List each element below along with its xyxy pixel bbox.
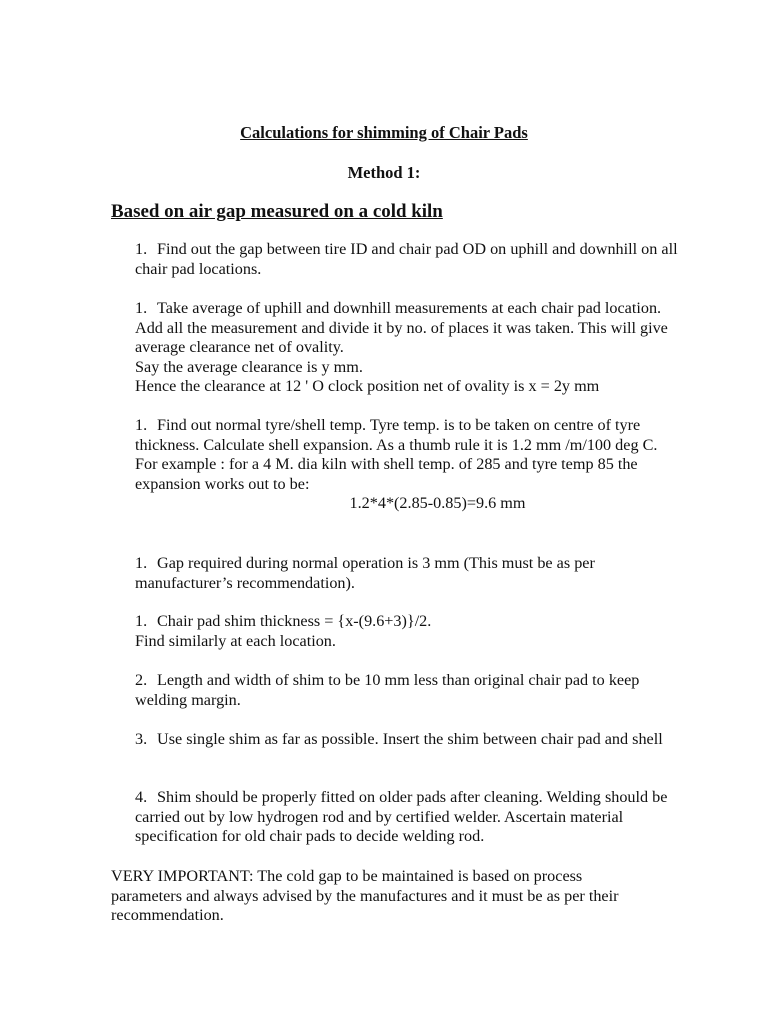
step-item bbox=[135, 554, 680, 593]
step-text bbox=[135, 788, 680, 847]
step-line: Find out the gap between tire ID and chair pad OD on uphill and downhill on all chair pad locations. bbox=[135, 240, 678, 278]
step-number: 1. bbox=[135, 612, 148, 630]
step-text bbox=[135, 671, 680, 710]
step-number: 1. bbox=[135, 554, 148, 572]
step-line: Chair pad shim thickness = {x-(9.6+3)}/2. bbox=[157, 612, 432, 630]
step-item bbox=[135, 240, 680, 279]
step-item bbox=[135, 671, 680, 710]
step-item bbox=[135, 612, 680, 651]
important-note: VERY IMPORTANT: The cold gap to be maintained is based on process parameters and always advised by the manufactures and it must be as per their recommendation. bbox=[111, 867, 619, 924]
step-number: 1. bbox=[135, 240, 148, 258]
step-number: 3. bbox=[135, 730, 148, 748]
method-heading: Method 1: bbox=[347, 163, 421, 182]
step-line: Find similarly at each location. bbox=[135, 631, 336, 650]
step-text bbox=[135, 612, 680, 632]
step-line: Take average of uphill and downhill measurements at each chair pad location. Add all the measurement and divide it by no. of places it was taken. This will give average clearance net of ovality. bbox=[135, 299, 668, 356]
step-number: 1. bbox=[135, 299, 148, 317]
step-line: Length and width of shim to be 10 mm less than original chair pad to keep welding margin. bbox=[135, 671, 640, 709]
step-text bbox=[135, 730, 680, 750]
step-text bbox=[135, 299, 680, 358]
step-number: 1. bbox=[135, 416, 148, 434]
step-line: Use single shim as far as possible. Insert the shim between chair pad and shell bbox=[157, 730, 663, 748]
step-item bbox=[135, 788, 680, 847]
step-item bbox=[135, 416, 680, 514]
section-heading: Based on air gap measured on a cold kiln bbox=[111, 201, 443, 222]
step-number: 4. bbox=[135, 788, 148, 806]
step-item bbox=[135, 299, 680, 397]
step-text bbox=[135, 240, 680, 279]
step-line: Find out normal tyre/shell temp. Tyre temp. is to be taken on centre of tyre thickness. Calculate shell expansion. As a thumb rule it is 1.2 mm /m/100 deg C. bbox=[135, 416, 658, 454]
step-line: For example : for a 4 M. dia kiln with shell temp. of 285 and tyre temp 85 the expansion works out to be: bbox=[135, 455, 638, 493]
step-line: Say the average clearance is y mm. bbox=[135, 357, 363, 376]
step-line: Shim should be properly fitted on older pads after cleaning. Welding should be carried out by low hydrogen rod and by certified welder. Ascertain material specification for old chair pads to decide welding rod. bbox=[135, 788, 668, 845]
expansion-formula: 1.2*4*(2.85-0.85)=9.6 mm bbox=[349, 494, 526, 512]
step-text bbox=[135, 416, 680, 455]
step-line: Gap required during normal operation is 3 mm (This must be as per manufacturer’s recommendation). bbox=[135, 554, 595, 592]
step-item bbox=[135, 730, 680, 750]
page-title: Calculations for shimming of Chair Pads bbox=[240, 123, 528, 142]
step-number: 2. bbox=[135, 671, 148, 689]
step-line: Hence the clearance at 12 ' O clock position net of ovality is x = 2y mm bbox=[135, 377, 600, 395]
step-text bbox=[135, 554, 680, 593]
